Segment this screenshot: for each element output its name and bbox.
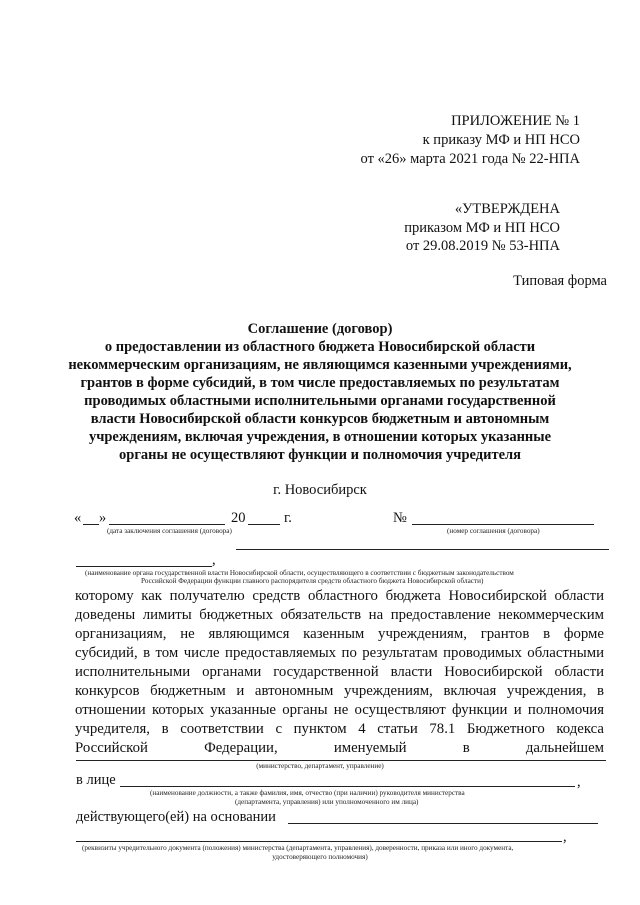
agreement-number-line[interactable]	[412, 524, 594, 525]
title-line: Соглашение (договор)	[247, 321, 393, 337]
in-person-comma: ,	[577, 774, 581, 790]
body-line: конкурсов бюджетным и автономным учреждениям, включая учреждения, в	[75, 683, 604, 699]
title-line: некоммерческим организациям, не являющимся казенными учреждениями,	[68, 357, 572, 373]
authority-caption-line1: (наименование органа государственной власти Новосибирской области, осуществляющего в соответствии с бюджетным законодательством	[85, 569, 514, 577]
appendix-title: ПРИЛОЖЕНИЕ № 1	[451, 113, 580, 129]
authority-caption-line2: Российской Федерации функции главного распорядителя средств областного бюджета Новосибирской области)	[141, 577, 484, 585]
title-line: проводимых областными исполнительными органами государственной	[84, 393, 556, 409]
appendix-order-date: от «26» марта 2021 года № 22-НПА	[360, 151, 580, 167]
body-line: которому как получателю средств областного бюджета Новосибирской области	[75, 588, 604, 604]
body-line: Российской Федерации, именуемый в дальнейшем	[75, 740, 604, 756]
document-title	[60, 320, 580, 464]
acting-basis-line[interactable]	[288, 823, 598, 824]
day-blank-line[interactable]	[83, 524, 99, 525]
title-line: грантов в форме субсидий, в том числе предоставляемых по результатам	[80, 375, 560, 391]
in-person-label: в лице	[76, 772, 116, 788]
acting-basis-line-2[interactable]	[76, 841, 562, 842]
acting-comma: ,	[563, 829, 567, 845]
title-line: органы не осуществляют функции и полномочия учредителя	[119, 447, 521, 463]
authority-comma: ,	[212, 552, 216, 568]
authority-line-short[interactable]	[76, 566, 212, 567]
year-prefix: 20	[231, 510, 246, 526]
date-open-quote: «	[74, 510, 82, 526]
body-line: субсидий, в том числе предоставляемых по результатам проводимых областными	[75, 645, 604, 661]
date-caption: (дата заключения соглашения (договора)	[107, 527, 232, 535]
year-suffix: г.	[284, 510, 292, 526]
form-type-label: Типовая форма	[513, 273, 607, 289]
approved-order-date: от 29.08.2019 № 53-НПА	[405, 238, 560, 254]
ministry-line[interactable]	[76, 760, 606, 761]
number-caption: (номер соглашения (договора)	[447, 527, 540, 535]
appendix-order-ref: к приказу МФ и НП НСО	[422, 132, 580, 148]
authority-line-top[interactable]	[236, 549, 609, 550]
representative-caption-line2: (департамента, управления) или уполномоченного им лица)	[235, 798, 419, 806]
title-line: власти Новосибирской области конкурсов бюджетным и автономным	[90, 411, 550, 427]
body-line: учредителя, в соответствии с пунктом 4 статьи 78.1 Бюджетного кодекса	[75, 721, 604, 737]
city-label: г. Новосибирск	[273, 482, 367, 498]
acting-caption-line2: удостоверяющего полномочия)	[272, 853, 368, 861]
approved-order-ref: приказом МФ и НП НСО	[404, 220, 560, 236]
year-blank-line[interactable]	[248, 524, 280, 525]
approved-title: «УТВЕРЖДЕНА	[454, 201, 560, 217]
body-line: организациям, не являющимся казенным учреждениям, грантов в форме	[75, 626, 604, 642]
body-line: исполнительными органами государственной власти Новосибирской области	[75, 664, 604, 680]
body-line: доведены лимиты бюджетных обязательств на предоставление некоммерческим	[75, 607, 604, 623]
ministry-caption: (министерство, департамент, управление)	[256, 762, 384, 770]
acting-caption-line1: (реквизиты учредительного документа (положения) министерства (департамента, управления), доверенности, приказа или иного документа,	[82, 844, 514, 852]
date-close-quote: »	[99, 510, 107, 526]
title-line: учреждениям, включая учреждения, в отношении которых указанные	[88, 429, 552, 445]
number-sign: №	[393, 510, 407, 526]
acting-basis-label: действующего(ей) на основании	[76, 809, 276, 825]
body-line: отношении которых указанные органы не осуществляют функции и полномочия	[75, 702, 604, 718]
month-blank-line[interactable]	[109, 524, 225, 525]
representative-line[interactable]	[120, 786, 575, 787]
title-line: о предоставлении из областного бюджета Новосибирской области	[104, 339, 536, 355]
representative-caption-line1: (наименование должности, а также фамилия, имя, отчество (при наличии) руководителя министерства	[150, 789, 465, 797]
